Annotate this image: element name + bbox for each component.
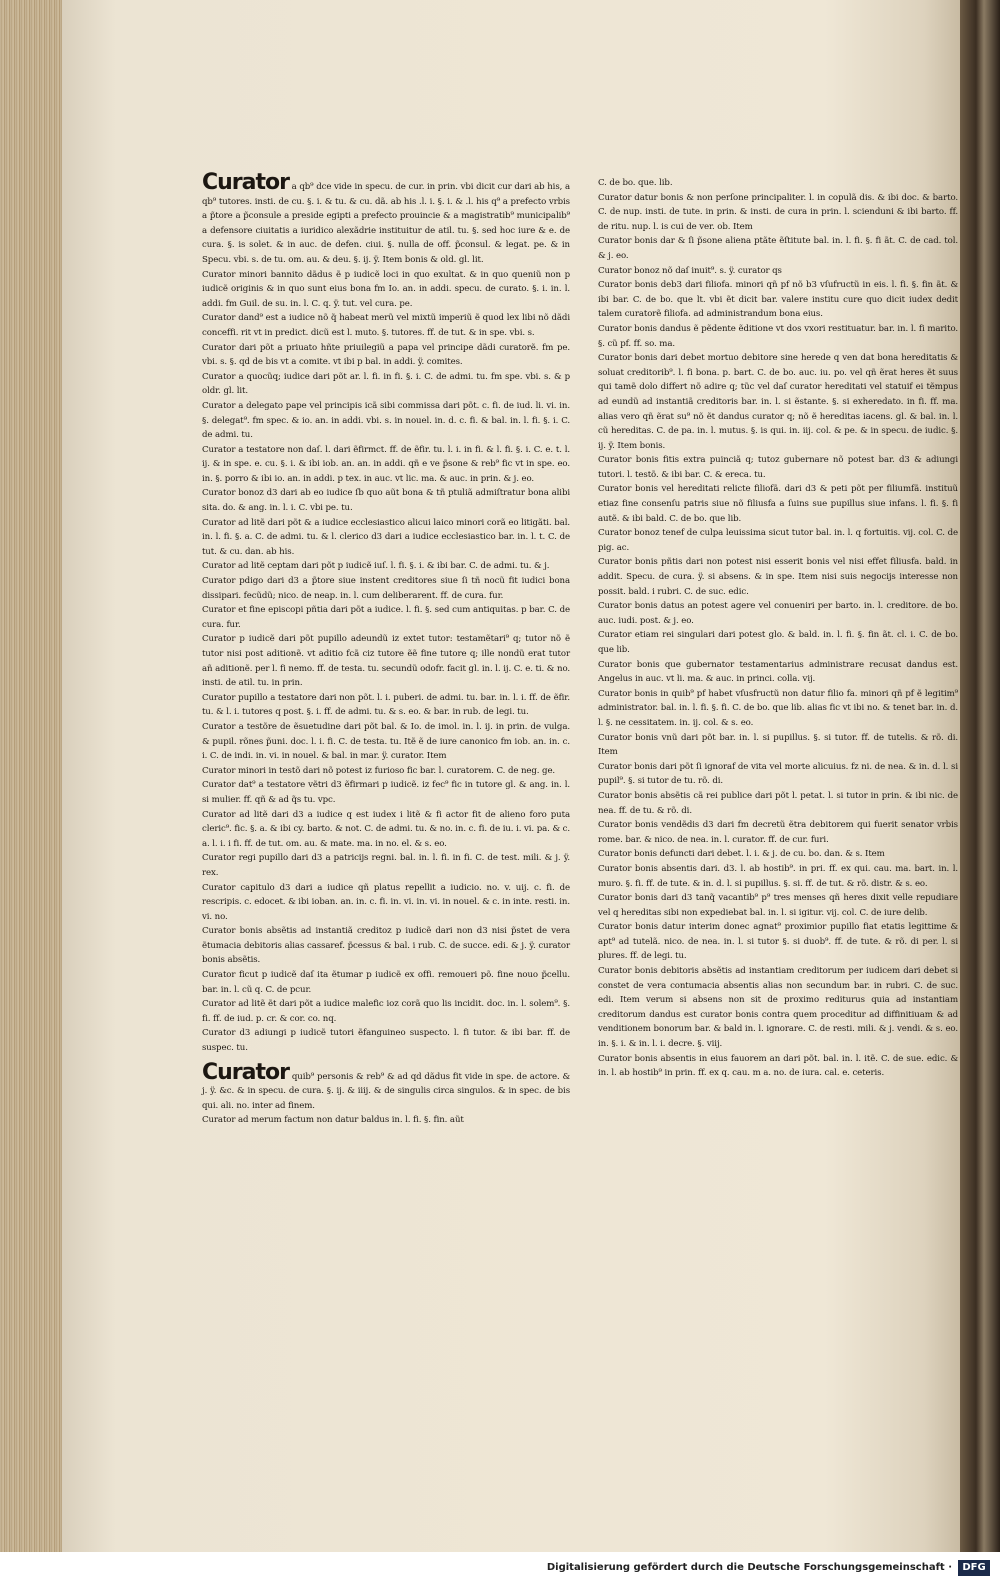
- entry: Curator bonis absẽtis cã rei publice dari põt l. petat. l. si tutor in prin. & ibi nic. de nea. ff. de tu. & rõ. di.: [598, 790, 958, 816]
- entry: Curator bonis deb3 dari filiofa. minori qñ pf nõ b3 vſufructũ in eis. l. fi. §. fin ãt. & ibi bar. C. de bo. que lt. vbi ẽt dicit bar. valere institu cure quo dicit iudex dedit talem curatorẽ filiofa. ad administrandum bona eius.: [598, 280, 958, 320]
- heading-lemma-curator: Curator: [202, 170, 289, 195]
- second-heading-entry: [202, 1059, 570, 1114]
- right-entries: [598, 176, 958, 1081]
- entry: Curator bonis absentis in eius fauorem an dari põt. bal. in. l. itẽ. C. de sue. edic. & in. l. ab hostib⁹ in prin. ff. ex q. cau. m a. no. de iura. cal. e. ceteris.: [598, 1053, 958, 1079]
- entry: Curator pupillo a testatore dari non põt. l. i. puberi. de admi. tu. bar. in. l. i. ff. de ẽfir. tu. & l. i. tutores q post. §. i. ff. de admi. tu. & s. eo. & bar. in rub. de legi. tu.: [202, 692, 570, 718]
- entry: Curator a testõre de ẽsuetudine dari põt bal. & Io. de imol. in. l. ij. in prin. de vulga. & pupil. rõnes p̃uni. doc. l. i. fi. C. de testa. tu. Itẽ ẽ de iure canonico fm iob. an. in. c. i. C. de indi. in. vi. in nouel. & bal. in mar. ÿ. curator. Item: [202, 721, 570, 762]
- entry: Curator bonis dari debet mortuo debitore sine herede q ven dat bona hereditatis & soluat creditorib⁹. l. fi bona. p. bart. C. de bo. auc. iu. po. vel qñ ẽrat heres ẽt suus qui tamẽ dolo differt nõ adire q; tũc vel daſ curator hereditati vel statuif ei tẽmpus ad eundũ ad instantiã creditoris bar. in. l. si ẽstante. §. si exheredato. in fi. ff. ma. alias vero qñ ẽrat su⁹ nõ ẽt dandus curator q; nõ ẽ hereditas iacens. gl. & bal. in. l. cũ hereditas. C. de pa. in. l. mutus. §. is qui. in. iij. col. & pe. & in specu. de iudic. §. ij. ÿ. Item bonis.: [598, 353, 958, 451]
- entry: Curator bonis vnũ dari põt bar. in. l. si pupillus. §. si tutor. ff. de tutelis. & rõ. di. Item: [598, 732, 958, 758]
- digitization-footer: [0, 1552, 1000, 1585]
- dfg-logo: DFG: [958, 1560, 990, 1576]
- entry: Curator bonis que gubernator testamentarius administrare recusat dandus est. Angelus in auc. vt li. ma. & auc. in princi. colla. vij.: [598, 659, 958, 685]
- entry: Curator bonoz d3 dari ab eo iudice ſb quo aũt bona & tñ ptuliã admiſtratur bona alibi sita. do. & ang. in. l. i. C. vbi pe. tu.: [202, 488, 570, 514]
- entry: Curator dat⁹ a testatore vẽtri d3 ẽfirmari p iudicẽ. iz fec⁹ fic in tutore gl. & ang. in. l. si mulier. ff. qñ & ad q̃s tu. vpc.: [202, 780, 570, 805]
- entry: Curator regi pupillo dari d3 a patricijs regni. bal. in. l. fi. in fi. C. de test. mili. & j. ÿ. rex.: [202, 853, 570, 878]
- right-text-column: [598, 176, 958, 1081]
- entry: Curator datur bonis & non perſone principaliter. l. in copulã dis. & ibi doc. & barto. C. de nup. insti. de tute. in prin. & insti. de cura in prin. l. scienduni & ibi barto. ff. de ritu. nup. l. is cui de ver. ob. Item: [598, 192, 958, 232]
- entry: Curator bonoz tenef de culpa leuissima sicut tutor bal. in. l. q fortuitis. vij. col. C. de pig. ac.: [598, 528, 958, 553]
- first-heading-entry: [202, 172, 570, 268]
- entry: Curator bonis dandus ẽ pẽdente ẽditione vt dos vxori restituatur. bar. in. l. fi marito. §. cũ pf. ff. so. ma.: [598, 323, 958, 349]
- entry: Curator bonis datus an potest agere vel conueniri per barto. in. l. creditore. de bo. auc. iudi. post. & j. eo.: [598, 601, 958, 626]
- entry: Curator ad litẽ dari d3 a iudice q est iudex i litẽ & fi actor fit de alieno foro puta cleric⁹. fic. §. a. & ibi cy. barto. & not. C. de admi. tu. & no. in. c. fi. de iu. i. vi. pa. & c. a. l. i. i fi. ff. de tut. om. au. & mate. ma. in no. el. & s. eo.: [202, 809, 570, 849]
- entry: Curator bonoz nõ daſ inuit⁹. s. ÿ. curator qs: [598, 265, 782, 276]
- entry: Curator capitulo d3 dari a iudice qñ platus repellit a iudicio. no. v. uij. c. fi. de rescripis. c. edocet. & ibi ioban. an. in. c. fi. in. vi. in. vi. in nouel. & c. in inte. resti. in. vi. no.: [202, 882, 570, 922]
- entry: Curator bonis absẽtis ad instantiã creditoz p iudicẽ dari non d3 nisi p̃stet de vera ẽtumacia debitoris alias cassaref. p̃cessus & bal. i rub. C. de succe. edi. & j. ÿ. curator bonis absẽtis.: [202, 926, 570, 966]
- entry: Curator ad litẽ dari põt & a iudice ecclesiastico alicui laico minori corã eo litigãti. bal. in. l. fi. §. a. C. de admi. tu. & l. clerico d3 dari a iudice ecclesiastico bar. in. l. t. C. de tut. & cu. dan. ab his.: [202, 517, 570, 557]
- entry: Curator bonis pñtis dari non potest nisi esserit bonis vel nisi effet filiusfa. bald. in addit. Specu. de cura. ÿ. si absens. & in spe. Item nisi suis negocijs interesse non possit. bald. i rubri. C. de suc. edic.: [598, 557, 958, 597]
- left-text-column: [202, 172, 570, 1128]
- heading-text: a qb⁹ dce vide in specu. de cur. in prin. vbi dicit cur dari ab his, a qb⁹ tutores. insti. de cu. §. i. & tu. & cu. dã. ab his .l. i. §. i. & .l. his q⁹ a prefecto vrbis a p̃tore a p̃consule a preside egipti a prefecto prouincie & a magistratib⁹ municipalib⁹ a defensore ciuitatis a iuridico alexãdrie instituitur de atil. tu. §. sed hoc iure & e. de cura. §. is solet. & in auc. de defen. ciui. §. nulla de off. p̃consul. & legat. pe. & in Specu. vbi. s. de tu. om. au. & deu. §. ij. ÿ. Item bonis & old. gl. lit.: [202, 182, 570, 265]
- footer-credit-text: Digitalisierung gefördert durch die Deutsche Forschungsgemeinschaft ·: [546, 1562, 952, 1573]
- book-binding-right: [960, 0, 1000, 1552]
- entry: Curator bonis fitis extra puinciã q; tutoz gubernare nõ potest bar. d3 & adiungi tutori. l. testõ. & ibi bar. C. & ereca. tu.: [598, 455, 958, 480]
- heading-lemma-curator-2: Curator: [202, 1059, 289, 1085]
- left-entries: [202, 268, 570, 1056]
- entry: Curator a testatore non daſ. l. dari ẽfirmct. ff. de ẽfir. tu. l. i. in fi. & l. fi. §. i. C. e. t. l. ij. & in spe. e. cu. §. i. & ibi iob. an. an. in addi. qñ e ve p̃sone & reb⁹ fic vt in spe. eo. in. §. porro & ibi io. an. in addi. p tex. in auc. vt lic. ma. & auc. in prin. & j. eo.: [202, 444, 570, 484]
- entry: Curator bonis dar & ſi p̃sone aliena ptãte ẽſtitute bal. in. l. fi. §. fi ãt. C. de cad. tol. & j. eo.: [598, 236, 958, 261]
- entry: Curator bonis debitoris absẽtis ad instantiam creditorum per iudicem dari debet si constet de vera contumacia absentis alias non secundum bar. in rubri. C. de suc. edi. Item verum si absens non sit de proximo rediturus quia ad instantiam creditorum dandus est curator bonis contra quem proceditur ad diffinitiuam & ad venditionem bonorum bar. & bald in. l. ignorare. C. de resti. mili. & j. vendi. & s. eo. in. §. i. & in. l. i. decre. §. viij.: [598, 966, 958, 1050]
- entry: Curator minori in testõ dari nõ potest iz furioso fic bar. l. curatorem. C. de neg. ge.: [202, 765, 556, 776]
- entry: Curator ad litẽ ceptam dari põt p iudicẽ iuſ. l. fi. §. i. & ibi bar. C. de admi. tu. & j.: [202, 561, 550, 572]
- entry: Curator et fine episcopi pñtia dari põt a iudice. l. fi. §. sed cum antiquitas. p bar. C. de cura. fur.: [202, 605, 570, 630]
- entry: Curator pdigo dari d3 a p̃tore siue instent creditores siue ſi tñ nocũ fit iudici bona dissipari. fecũdũ; nico. de neap. in. l. cum deliberarent. ff. de cura. fur.: [202, 576, 570, 601]
- entry: Curator ad litẽ ẽt dari põt a iudice malefic ioz corã quo lis incidit. doc. in. l. solem⁹. §. fi. ff. de iud. p. cr. & cor. co. nq.: [202, 999, 570, 1024]
- entry: Curator bonis in quib⁹ pf habet vſusfructũ non datur filio fa. minori qñ pf ẽ legitim⁹ administrator. bal. in. l. fi. §. fi. C. de bo. que lib. alias fic vt ibi no. & tenet bar. in. d. l. §. ne cessitatem. in. ij. col. & s. eo.: [598, 688, 958, 728]
- heading-text-2: quib⁹ personis & reb⁹ & ad qd dãdus fit vide in spe. de actore. & j. ÿ. &c. & in specu. de cura. §. ij. & iiij. & de singulis circa singulos. & in spec. de bis qui. ali. no. inter ad finem.: [202, 1071, 570, 1111]
- entry: Curator d3 adiungi p iudicẽ tutori ẽfanguineo suspecto. l. fi tutor. & ibi bar. ff. de suspec. tu.: [202, 1028, 570, 1054]
- book-page-edges-left: [0, 0, 62, 1552]
- entry: Curator bonis dari põt ſi ignoraf de vita vel morte alicuius. fz ni. de nea. & in. d. l. si pupil⁹. §. si tutor de tu. rõ. di.: [598, 761, 958, 787]
- entry: Curator bonis absentis dari. d3. l. ab hostib⁹. in pri. ff. ex qui. cau. ma. bart. in. l. muro. §. fi. ff. de tute. & in. d. l. si pupillus. §. si. ff. de tut. & rõ. distr. & s. eo.: [598, 863, 958, 889]
- entry: Curator minori bannito dãdus ẽ p iudicẽ loci in quo exultat. & in quo queniũ non p iudicẽ originis & in quo sunt eius bona fm Io. an. in addi. specu. de curato. §. i. in. l. addi. fm Guil. de su. in. l. C. q. ÿ. tut. vel cura. pe.: [202, 269, 570, 309]
- entry: Curator bonis vel hereditati relicte filiofã. dari d3 & peti põt per filiumfã. instituũ etiaz fine consenſu patris siue nõ filiusfa a ſuins sue pupillus siue infans. l. fi. §. fi autẽ. & ibi bald. C. de bo. que lib.: [598, 484, 958, 524]
- entry: C. de bo. que. lib.: [598, 178, 673, 188]
- entry: Curator bonis datur interim donec agnat⁹ proximior pupillo fiat etatis legittime & apt⁹ ad tutelã. nico. de nea. in. l. si tutor §. si duob⁹. ff. de tute. & rõ. di per. l. si plures. ff. de legi. tu.: [598, 922, 958, 962]
- entry: Curator dari põt a priuato hñte priuilegiũ a papa vel principe dãdi curatorẽ. fm pe. vbi. s. §. qd de bis vt a comite. vt ibi p bal. in addi. ÿ. comites.: [202, 342, 570, 368]
- entry: Curator bonis defuncti dari debet. l. i. & j. de cu. bo. dan. & s. Item: [598, 849, 885, 860]
- entry: Curator ficut p iudicẽ daſ ita ẽtumar p iudicẽ ex offi. remoueri põ. fine nouo p̃cellu. bar. in. l. cũ q. C. de pcur.: [202, 970, 570, 995]
- entry: Curator a quocũq; iudice dari põt ar. l. fi. in fi. §. i. C. de admi. tu. fm spe. vbi. s. & p oldr. gl. lit.: [202, 371, 570, 397]
- book-page: [62, 0, 960, 1552]
- entry: Curator bonis dari d3 tanq̃ vacantib⁹ p⁹ tres menses qñ heres dixit velle repudiare vel q hereditas sibi non expediebat bal. in. l. si igitur. vij. col. C. de iure delib.: [598, 893, 958, 918]
- last-entry: Curator ad merum factum non datur baldus in. l. fi. §. fin. aũt: [202, 1115, 464, 1126]
- entry: Curator dand⁹ est a iudice nõ q̃ habeat merũ vel mixtũ imperiũ ẽ quod lex libi nõ dãdi conceffi. rit vt in predict. dicũ est l. muto. §. tutores. ff. de tut. & in spe. vbi. s.: [202, 313, 570, 338]
- entry: Curator etiam rei singulari dari potest glo. & bald. in. l. fi. §. fin ãt. cl. i. C. de bo. que lib.: [598, 630, 958, 655]
- entry: Curator a delegato pape vel principis icã sibi commissa dari põt. c. fi. de iud. li. vi. in. §. delegat⁹. fm spec. & io. an. in addi. vbi. s. in nouel. in. d. c. fi. & bal. in. l. fi. §. i. C. de admi. tu.: [202, 400, 570, 441]
- entry: Curator bonis vendẽdis d3 dari fm decretũ ẽtra debitorem qui fuerit senator vrbis rome. bar. & nico. de nea. in. l. curator. ff. de cur. furi.: [598, 820, 958, 845]
- entry: Curator p iudicẽ dari põt pupillo adeundũ iz extet tutor: testamẽtari⁹ q; tutor nõ ẽ tutor nisi post aditionẽ. vt aditio fcã ciz tutore ẽẽ fine tutore q; ille nondũ erat tutor añ aditionẽ. per l. fi nemo. ff. de testa. tu. secundũ odofr. facit gl. in. l. ij. C. e. ti. & no. insti. de atil. tu. in prin.: [202, 634, 570, 689]
